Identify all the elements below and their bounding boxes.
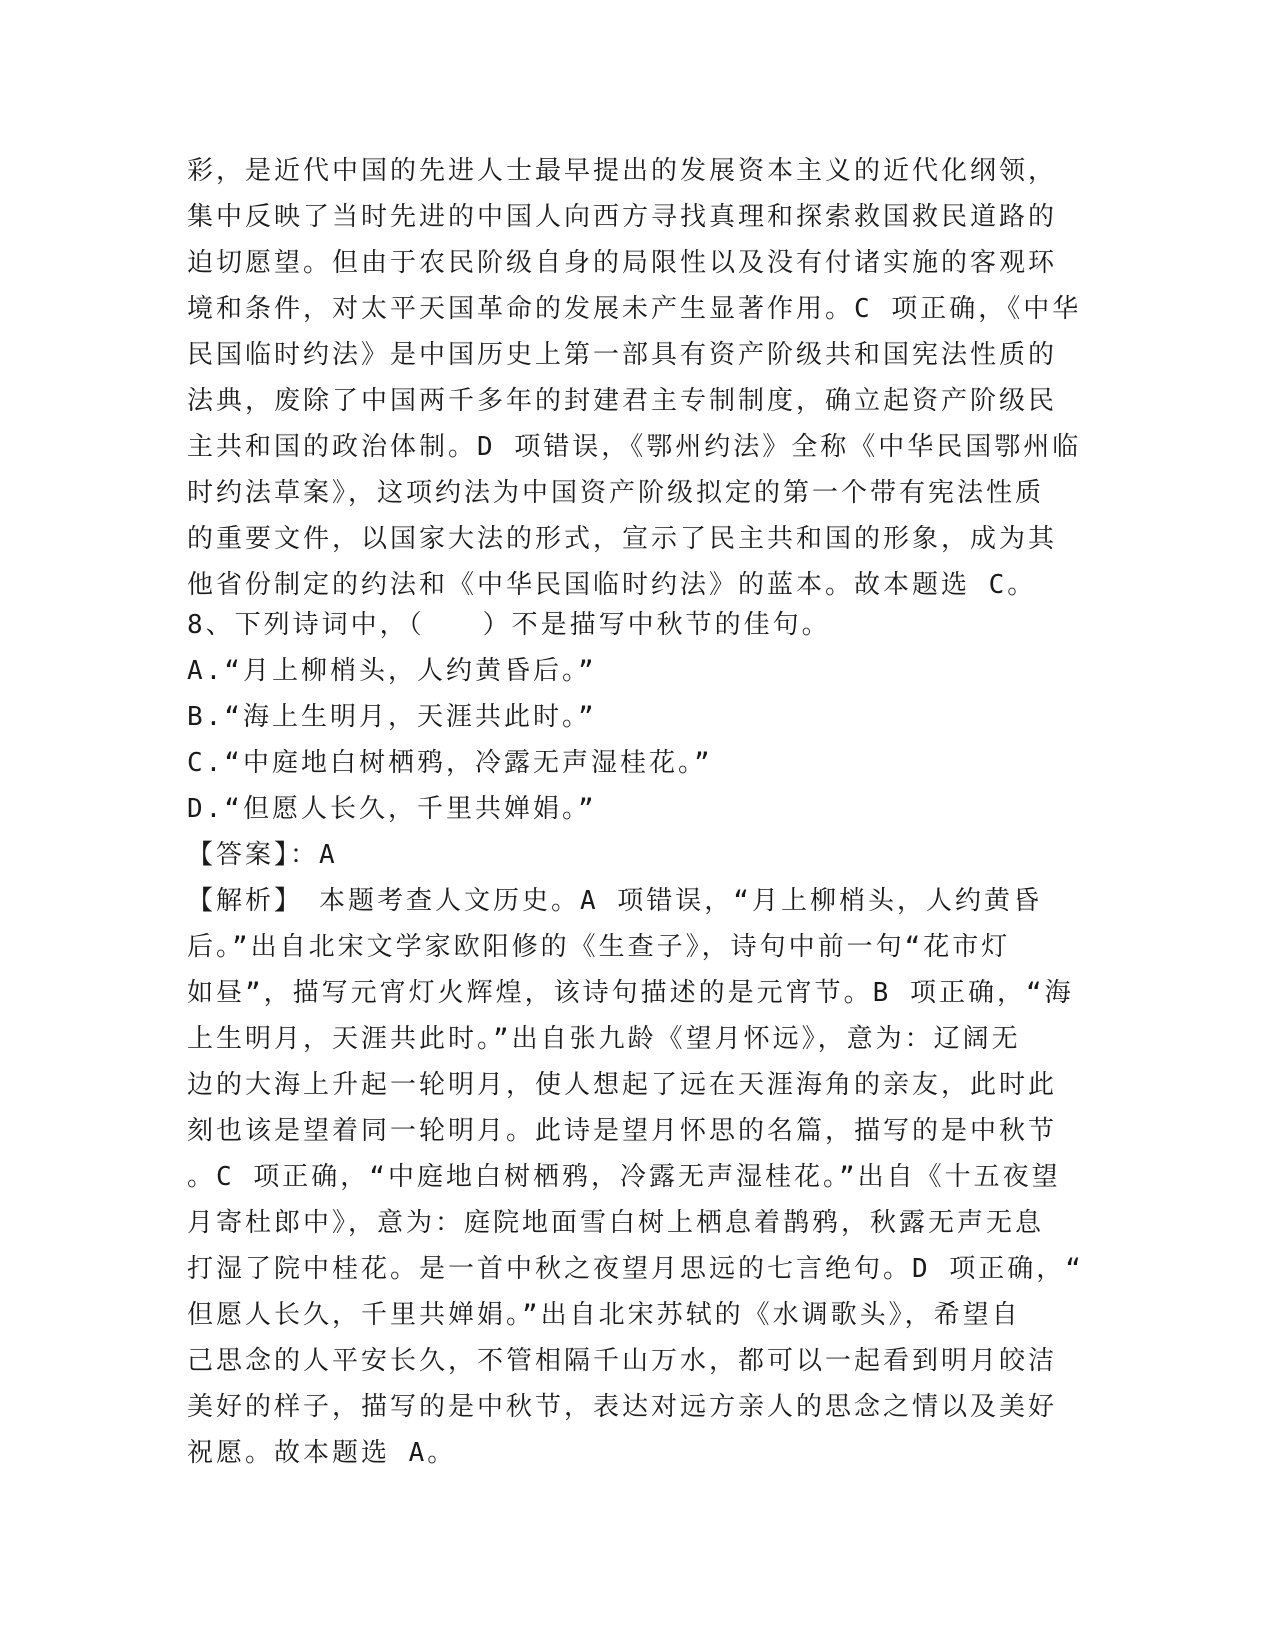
- text-line: 时约法草案》，这项约法为中国资产阶级拟定的第一个带有宪法性质: [187, 478, 1045, 508]
- analysis-line: 月寄杜郎中》，意为：庭院地面雪白树上栖息着鹊鸦，秋露无声无息: [187, 1208, 1045, 1238]
- analysis-line: 刻也该是望着同一轮明月。此诗是望月怀思的名篇，描写的是中秋节: [187, 1116, 1058, 1146]
- text-line: 法典，废除了中国两千多年的封建君主专制制度，确立起资产阶级民: [187, 386, 1058, 416]
- analysis-line: 美好的样子，描写的是中秋节，表达对远方亲人的思念之情以及美好: [187, 1392, 1058, 1422]
- question-block: [187, 602, 1087, 1476]
- text-line: 彩，是近代中国的先进人士最早提出的发展资本主义的近代化纲领，: [187, 156, 1058, 186]
- analysis-line: 祝愿。故本题选 A。: [187, 1438, 457, 1468]
- text-line: 迫切愿望。但由于农民阶级自身的局限性以及没有付诸实施的客观环: [187, 248, 1058, 278]
- option-d: D.“但愿人长久，千里共婵娟。”: [187, 794, 597, 824]
- analysis-line: 己思念的人平安长久，不管相隔千山万水，都可以一起看到明月皎洁: [187, 1346, 1058, 1376]
- analysis-line: 【解析】 本题考查人文历史。A 项错误，“月上柳梢头，人约黄昏: [187, 886, 1042, 916]
- explanation-paragraph-continued: [187, 148, 1087, 608]
- analysis-line: 后。”出自北宋文学家欧阳修的《生查子》，诗句中前一句“花市灯: [187, 932, 1011, 962]
- answer-line: 【答案】：A: [187, 840, 338, 870]
- text-line: 的重要文件，以国家大法的形式，宣示了民主共和国的形象，成为其: [187, 524, 1058, 554]
- text-line: 民国临时约法》是中国历史上第一部具有资产阶级共和国宪法性质的: [187, 340, 1058, 370]
- analysis-line: 边的大海上升起一轮明月，使人想起了远在天涯海角的亲友，此时此: [187, 1070, 1058, 1100]
- text-line: 他省份制定的约法和《中华民国临时约法》的蓝本。故本题选 C。: [187, 570, 1037, 600]
- text-line: 境和条件，对太平天国革命的发展未产生显著作用。C 项正确，《中华: [187, 294, 1082, 324]
- analysis-line: 。C 项正确，“中庭地白树栖鸦，冷露无声湿桂花。”出自《十五夜望: [187, 1162, 1061, 1192]
- text-line: 主共和国的政治体制。D 项错误，《鄂州约法》全称《中华民国鄂州临: [187, 432, 1082, 462]
- option-a: A.“月上柳梢头，人约黄昏后。”: [187, 656, 597, 686]
- question-stem: 8、下列诗词中，（ ）不是描写中秋节的佳句。: [187, 610, 831, 640]
- analysis-line: 上生明月，天涯共此时。”出自张九龄《望月怀远》，意为：辽阔无: [187, 1024, 1021, 1054]
- analysis-line: 但愿人长久，千里共婵娟。”出自北宋苏轼的《水调歌头》，希望自: [187, 1300, 1021, 1330]
- option-c: C.“中庭地白树栖鸦，冷露无声湿桂花。”: [187, 748, 713, 778]
- analysis-line: 如昼”，描写元宵灯火辉煌，该诗句描述的是元宵节。B 项正确，“海: [187, 978, 1074, 1008]
- analysis-line: 打湿了院中桂花。是一首中秋之夜望月思远的七言绝句。D 项正确，“: [187, 1254, 1084, 1284]
- text-line: 集中反映了当时先进的中国人向西方寻找真理和探索救国救民道路的: [187, 202, 1058, 232]
- option-b: B.“海上生明月，天涯共此时。”: [187, 702, 597, 732]
